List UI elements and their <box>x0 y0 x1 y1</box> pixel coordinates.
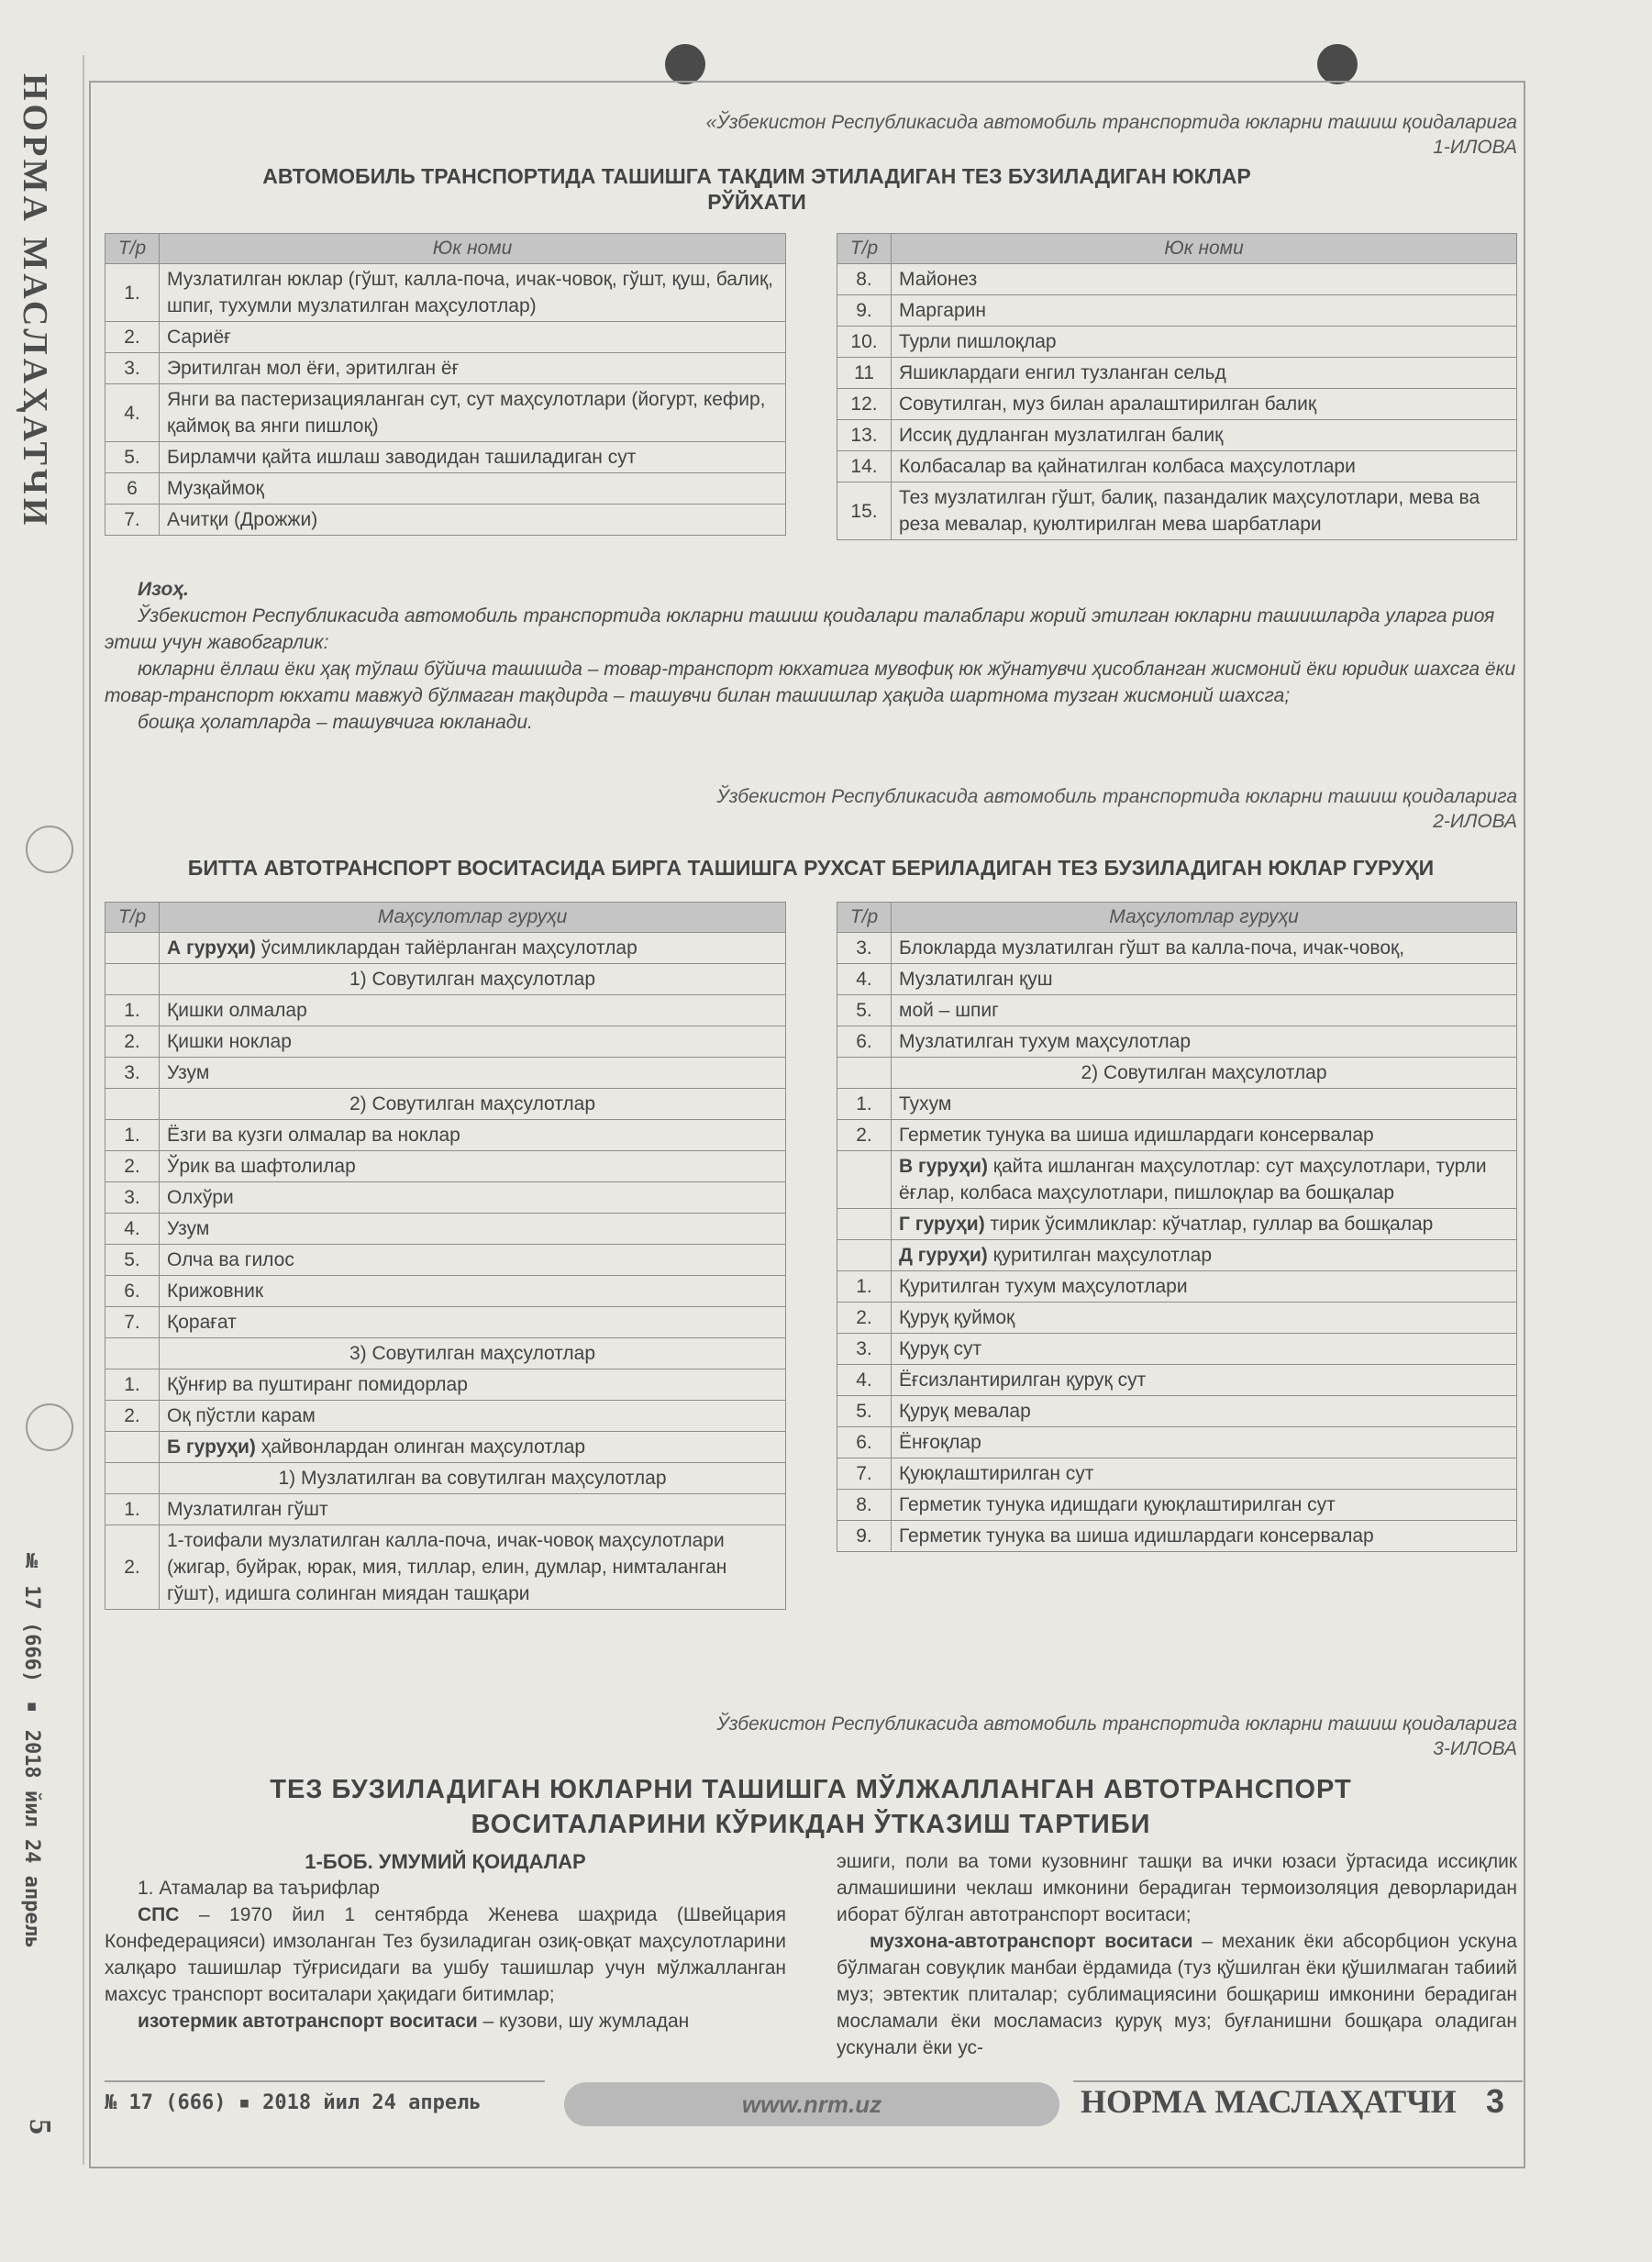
row-text: Сариёғ <box>160 322 786 353</box>
chapter-heading: 1-БОБ. УМУМИЙ ҚОИДАЛАР <box>305 1850 586 1873</box>
row-number: 12. <box>837 389 892 420</box>
row-text: Узум <box>160 1214 786 1245</box>
table-row <box>105 1058 786 1089</box>
row-number: 6 <box>105 473 160 505</box>
definition: – 1970 йил 1 сентябрда Женева шаҳрида (Швейцария Конфедерацияси) имзоланган Тез бузиладиган озиқ-овқат маҳсулотларини халқаро ташишлар тўғрисидаги ва ушбу ташишлар учун мўлжалланган махсус транспорт воситалари ҳақидаги битимлар; <box>105 1904 786 2005</box>
table-row <box>837 264 1517 295</box>
row-number: 2. <box>105 1151 160 1182</box>
paragraph: эшиги, поли ва томи кузовнинг ташқи ва ички юзаси ўртасида иссиқлик алмашишини чеклаш имконини берадиган термоизоляция деворларидан иборат бўлган автотранспорт воситаси; <box>837 1851 1517 1925</box>
row-number: 4. <box>105 384 160 442</box>
group-label: Г гуруҳи) <box>899 1214 985 1235</box>
annex1-note <box>105 576 1517 736</box>
table-row <box>837 358 1517 389</box>
row-text: Ўрик ва шафтолилар <box>160 1151 786 1182</box>
table-row <box>105 995 786 1026</box>
note-heading: Изоҳ. <box>138 579 189 600</box>
term: музхона-автотранспорт воситаси <box>870 1931 1193 1952</box>
row-text: Крижовник <box>160 1276 786 1307</box>
row-number: 3. <box>105 1182 160 1214</box>
row-number: 2. <box>837 1303 892 1334</box>
row-text: Герметик тунука ва шиша идишлардаги консервалар <box>892 1521 1517 1552</box>
punch-ring-bottom <box>26 1403 73 1451</box>
row-number <box>837 1240 892 1271</box>
row-number: 9. <box>837 295 892 327</box>
table-row <box>105 1214 786 1245</box>
row-text: Қуюқлаштирилган сут <box>892 1458 1517 1490</box>
binder-hole-left <box>665 44 705 84</box>
row-number <box>837 1151 892 1209</box>
table-row <box>837 1303 1517 1334</box>
annex1-title <box>183 163 1330 215</box>
row-number <box>105 964 160 995</box>
annex2-table-right <box>837 902 1517 1552</box>
row-number: 2. <box>105 1026 160 1058</box>
table-row <box>837 1209 1517 1240</box>
row-text: 2) Совутилган маҳсулотлар <box>160 1089 786 1120</box>
margin-issue: № 17 (666) ▪ 2018 йил 24 апрель <box>20 1550 43 1949</box>
table-row <box>105 353 786 384</box>
row-number: 1. <box>105 1120 160 1151</box>
row-text: Тухум <box>892 1089 1517 1120</box>
row-text: Олхўри <box>160 1182 786 1214</box>
table-row <box>837 964 1517 995</box>
table-row <box>837 1271 1517 1303</box>
row-number: 7. <box>105 1307 160 1338</box>
row-text: Музқаймоқ <box>160 473 786 505</box>
row-text: Музлатилган юклар (гўшт, калла-поча, ичак-човоқ, гўшт, қуш, балиқ, шпиг, тухумли музлатилган маҳсулотлар) <box>160 264 786 322</box>
note-line: бошқа ҳолатларда – ташувчига юкланади. <box>138 712 533 733</box>
col-header-no: Т/р <box>837 234 892 264</box>
row-text: Узум <box>160 1058 786 1089</box>
annex2-table-left <box>105 902 786 1610</box>
row-text: Иссиқ дудланган музлатилган балиқ <box>892 420 1517 451</box>
table-row <box>105 264 786 322</box>
note-line: Ўзбекистон Республикасида автомобиль транспортида юкларни ташиш қоидалари талаблари жорий этилган юкларни ташишларда уларга риоя этиш учун жавобгарлик: <box>105 605 1495 653</box>
row-text: Турли пишлоқлар <box>892 327 1517 358</box>
annex3-right-column <box>837 1848 1517 2061</box>
row-text: Қуруқ сут <box>892 1334 1517 1365</box>
footer-issue: № 17 (666) ▪ 2018 йил 24 апрель <box>105 2091 482 2114</box>
table-row <box>837 995 1517 1026</box>
row-number <box>105 1463 160 1494</box>
annex3-title-line2: ВОСИТАЛАРИНИ КЎРИКДАН ЎТКАЗИШ ТАРТИБИ <box>471 1810 1151 1839</box>
row-number: 8. <box>837 264 892 295</box>
table-row <box>837 1365 1517 1396</box>
row-number <box>837 1209 892 1240</box>
col-header-no: Т/р <box>105 903 160 933</box>
row-text: Олча ва гилос <box>160 1245 786 1276</box>
annex2-reference <box>514 784 1517 834</box>
footer-page-number: 3 <box>1486 2082 1505 2120</box>
row-number <box>105 1432 160 1463</box>
binder-hole-right <box>1317 44 1358 84</box>
table-row <box>105 964 786 995</box>
row-number: 6. <box>837 1026 892 1058</box>
annex2-ref-text: Ўзбекистон Республикасида автомобиль транспортида юкларни ташиш қоидаларига <box>716 786 1517 807</box>
paragraph: 1. Атамалар ва таърифлар <box>138 1878 380 1899</box>
row-number <box>837 1058 892 1089</box>
table-row <box>837 482 1517 540</box>
margin-brand: НОРМА МАСЛАҲАТЧИ <box>16 73 54 529</box>
annex3-label: 3-ИЛОВА <box>1433 1738 1517 1759</box>
table-row <box>105 1338 786 1369</box>
row-text: Қишки олмалар <box>160 995 786 1026</box>
table-row <box>837 1427 1517 1458</box>
row-text: Д гуруҳи) қуритилган маҳсулотлар <box>892 1240 1517 1271</box>
table-row <box>105 1120 786 1151</box>
row-number: 1. <box>837 1089 892 1120</box>
row-text: Тез музлатилган гўшт, балиқ, пазандалик маҳсулотлари, мева ва реза мевалар, қуюлтирилган мева шарбатлари <box>892 482 1517 540</box>
term: изотермик автотранспорт воситаси <box>138 2011 478 2032</box>
row-text: 3) Совутилган маҳсулотлар <box>160 1338 786 1369</box>
row-text: Қуруқ мевалар <box>892 1396 1517 1427</box>
table-row <box>837 933 1517 964</box>
row-number: 1. <box>105 1369 160 1401</box>
margin-divider <box>83 55 84 2165</box>
note-line: юкларни ёллаш ёки ҳақ тўлаш бўйича ташишда – товар-транспорт юкхатига мувофиқ юк жўнатувчи ҳисобланган жисмоний ёки юридик шахсга ёки товар-транспорт юкхати мавжуд бўлмаган тақдирда – ташувчи билан ташишлар ҳақида шартнома тузган жисмоний шахсга; <box>105 659 1516 706</box>
table-row <box>837 1458 1517 1490</box>
margin-page-number: 5 <box>23 2119 57 2134</box>
row-number <box>105 1089 160 1120</box>
row-text: Яшиклардаги енгил тузланган сельд <box>892 358 1517 389</box>
col-header-no: Т/р <box>105 234 160 264</box>
annex3-reference <box>514 1712 1517 1761</box>
row-number: 1. <box>837 1271 892 1303</box>
row-number: 13. <box>837 420 892 451</box>
row-text: Қуритилган тухум маҳсулотлари <box>892 1271 1517 1303</box>
row-number: 5. <box>837 995 892 1026</box>
row-number: 3. <box>837 933 892 964</box>
table-row <box>105 1026 786 1058</box>
row-number: 2. <box>105 1525 160 1610</box>
row-number: 2. <box>105 322 160 353</box>
row-text: А гуруҳи) ўсимликлардан тайёрланган маҳсулотлар <box>160 933 786 964</box>
table-row <box>105 1494 786 1525</box>
punch-ring-top <box>26 826 73 873</box>
row-number: 10. <box>837 327 892 358</box>
row-number <box>105 933 160 964</box>
row-text: Музлатилган қуш <box>892 964 1517 995</box>
table-row <box>837 1120 1517 1151</box>
row-number: 9. <box>837 1521 892 1552</box>
table-row <box>837 1151 1517 1209</box>
table-row <box>837 1026 1517 1058</box>
row-number: 7. <box>105 505 160 536</box>
annex3-title <box>105 1772 1517 1842</box>
row-text: Янги ва пастеризацияланган сут, сут маҳсулотлари (йогурт, кефир, қаймоқ ва янги пишлоқ) <box>160 384 786 442</box>
annex1-title-line2: РЎЙХАТИ <box>707 190 806 214</box>
table-row <box>105 1151 786 1182</box>
table-row <box>837 1240 1517 1271</box>
table-row <box>105 1432 786 1463</box>
table-row <box>105 505 786 536</box>
row-text: Герметик тунука идишдаги қуюқлаштирилган сут <box>892 1490 1517 1521</box>
row-text: Г гуруҳи) тирик ўсимликлар: кўчатлар, гуллар ва бошқалар <box>892 1209 1517 1240</box>
annex1-table-right <box>837 233 1517 540</box>
table-row <box>105 1463 786 1494</box>
group-label: А гуруҳи) <box>167 937 256 959</box>
annex3-left-column <box>105 1848 786 2035</box>
row-number: 4. <box>837 1365 892 1396</box>
footer-brand: НОРМА МАСЛАҲАТЧИ <box>1081 2083 1457 2120</box>
table-row <box>105 322 786 353</box>
row-text: Майонез <box>892 264 1517 295</box>
row-text: Қўнғир ва пуштиранг помидорлар <box>160 1369 786 1401</box>
table-row <box>105 1369 786 1401</box>
group-label: Д гуруҳи) <box>899 1245 988 1266</box>
row-text: Қуруқ қуймоқ <box>892 1303 1517 1334</box>
row-number: 15. <box>837 482 892 540</box>
table-row <box>105 933 786 964</box>
row-number: 5. <box>837 1396 892 1427</box>
row-number: 1. <box>105 264 160 322</box>
table-row <box>105 442 786 473</box>
row-number: 2. <box>837 1120 892 1151</box>
col-header-name: Маҳсулотлар гуруҳи <box>160 903 786 933</box>
col-header-name: Юк номи <box>160 234 786 264</box>
table-row <box>837 389 1517 420</box>
row-number <box>105 1338 160 1369</box>
group-label: В гуруҳи) <box>899 1156 988 1177</box>
table-row <box>837 1058 1517 1089</box>
row-text: Герметик тунука ва шиша идишлардаги консервалар <box>892 1120 1517 1151</box>
paragraph <box>105 1902 786 2008</box>
row-text: 2) Совутилган маҳсулотлар <box>892 1058 1517 1089</box>
table-row <box>105 1245 786 1276</box>
row-number: 14. <box>837 451 892 482</box>
definition: – кузови, шу жумладан <box>477 2011 690 2032</box>
table-row <box>837 1396 1517 1427</box>
table-row <box>837 327 1517 358</box>
row-number: 6. <box>837 1427 892 1458</box>
footer-rule-left <box>105 2080 545 2082</box>
annex2-title: БИТТА АВТОТРАНСПОРТ ВОСИТАСИДА БИРГА ТАШИШГА РУХСАТ БЕРИЛАДИГАН ТЕЗ БУЗИЛАДИГАН ЮКЛАР ГУРУҲИ <box>187 856 1435 880</box>
row-text: Бирламчи қайта ишлаш заводидан ташиладиган сут <box>160 442 786 473</box>
table-row <box>105 1525 786 1610</box>
table-row <box>837 1334 1517 1365</box>
annex3-ref-text: Ўзбекистон Республикасида автомобиль транспортида юкларни ташиш қоидаларига <box>716 1713 1517 1735</box>
row-text: Ёнғоқлар <box>892 1427 1517 1458</box>
term: СПС <box>138 1904 180 1925</box>
table-row <box>837 1521 1517 1552</box>
row-number: 3. <box>105 353 160 384</box>
row-number: 4. <box>105 1214 160 1245</box>
table-row <box>105 1276 786 1307</box>
table-row <box>105 1401 786 1432</box>
row-text: Эритилган мол ёғи, эритилган ёғ <box>160 353 786 384</box>
row-text: Музлатилган тухум маҳсулотлар <box>892 1026 1517 1058</box>
annex3-title-line1: ТЕЗ БУЗИЛАДИГАН ЮКЛАРНИ ТАШИШГА МЎЛЖАЛЛАНГАН АВТОТРАНСПОРТ <box>270 1775 1352 1804</box>
row-text: Қишки ноклар <box>160 1026 786 1058</box>
paragraph <box>837 1928 1517 2061</box>
row-number: 2. <box>105 1401 160 1432</box>
row-number: 1. <box>105 995 160 1026</box>
row-text: 1) Музлатилган ва совутилган маҳсулотлар <box>160 1463 786 1494</box>
table-row <box>837 1089 1517 1120</box>
col-header-name: Маҳсулотлар гуруҳи <box>892 903 1517 933</box>
annex2-label: 2-ИЛОВА <box>1433 811 1517 832</box>
group-label: Б гуруҳи) <box>167 1436 256 1458</box>
row-text: Блокларда музлатилган гўшт ва калла-поча, ичак-човоқ, <box>892 933 1517 964</box>
definition: – механик ёки абсорбцион ускуна бўлмаган совуқлик манбаи ёрдамида (туз қўшилган ёки қўшилмаган табиий муз; эвтектик плиталар; сублимациясини бошқариш имконини берадиган мосламали ёки мосламасиз қуруқ муз; буғланишни бошқара оладиган ускунали ёки ус- <box>837 1931 1517 2058</box>
row-text: 1-тоифали музлатилган калла-поча, ичак-човоқ маҳсулотлари (жигар, буйрак, юрак, мия, тиллар, елин, думлар, нимталанган гўшт), идишга солинган миядан ташқари <box>160 1525 786 1610</box>
table-row <box>837 451 1517 482</box>
table-row <box>105 1089 786 1120</box>
row-text: Совутилган, муз билан аралаштирилган балиқ <box>892 389 1517 420</box>
table-row <box>837 420 1517 451</box>
row-text: Оқ пўстли карам <box>160 1401 786 1432</box>
table-row <box>837 295 1517 327</box>
row-text: Маргарин <box>892 295 1517 327</box>
row-number: 6. <box>105 1276 160 1307</box>
col-header-name: Юк номи <box>892 234 1517 264</box>
annex1-table-left <box>105 233 786 536</box>
row-text: Музлатилган гўшт <box>160 1494 786 1525</box>
annex1-title-line1: АВТОМОБИЛЬ ТРАНСПОРТИДА ТАШИШГА ТАҚДИМ ЭТИЛАДИГАН ТЕЗ БУЗИЛАДИГАН ЮКЛАР <box>262 164 1251 188</box>
row-text: Ёғсизлантирилган қуруқ сут <box>892 1365 1517 1396</box>
table-row <box>105 1182 786 1214</box>
paragraph <box>105 2008 786 2035</box>
row-number: 5. <box>105 442 160 473</box>
row-number: 4. <box>837 964 892 995</box>
row-number: 1. <box>105 1494 160 1525</box>
annex1-label: 1-ИЛОВА <box>1433 137 1517 158</box>
row-text: Колбасалар ва қайнатилган колбаса маҳсулотлари <box>892 451 1517 482</box>
row-number: 11 <box>837 358 892 389</box>
col-header-no: Т/р <box>837 903 892 933</box>
row-number: 5. <box>105 1245 160 1276</box>
row-text: В гуруҳи) қайта ишланган маҳсулотлар: сут маҳсулотлари, турли ёғлар, колбаса маҳсулотлари, пишлоқлар ва бошқалар <box>892 1151 1517 1209</box>
row-text: Б гуруҳи) ҳайвонлардан олинган маҳсулотлар <box>160 1432 786 1463</box>
row-number: 3. <box>105 1058 160 1089</box>
footer-url-link[interactable]: www.nrm.uz <box>564 2082 1059 2126</box>
row-text: 1) Совутилган маҳсулотлар <box>160 964 786 995</box>
annex1-reference <box>514 110 1517 160</box>
row-number: 3. <box>837 1334 892 1365</box>
table-row <box>105 384 786 442</box>
row-number: 7. <box>837 1458 892 1490</box>
row-text: мой – шпиг <box>892 995 1517 1026</box>
annex1-ref-text: «Ўзбекистон Республикасида автомобиль транспортида юкларни ташиш қоидаларига <box>705 112 1517 133</box>
row-text: Ачитқи (Дрожжи) <box>160 505 786 536</box>
row-number: 8. <box>837 1490 892 1521</box>
table-row <box>105 1307 786 1338</box>
row-text: Қорағат <box>160 1307 786 1338</box>
table-row <box>105 473 786 505</box>
row-text: Ёзги ва кузги олмалар ва ноклар <box>160 1120 786 1151</box>
table-row <box>837 1490 1517 1521</box>
